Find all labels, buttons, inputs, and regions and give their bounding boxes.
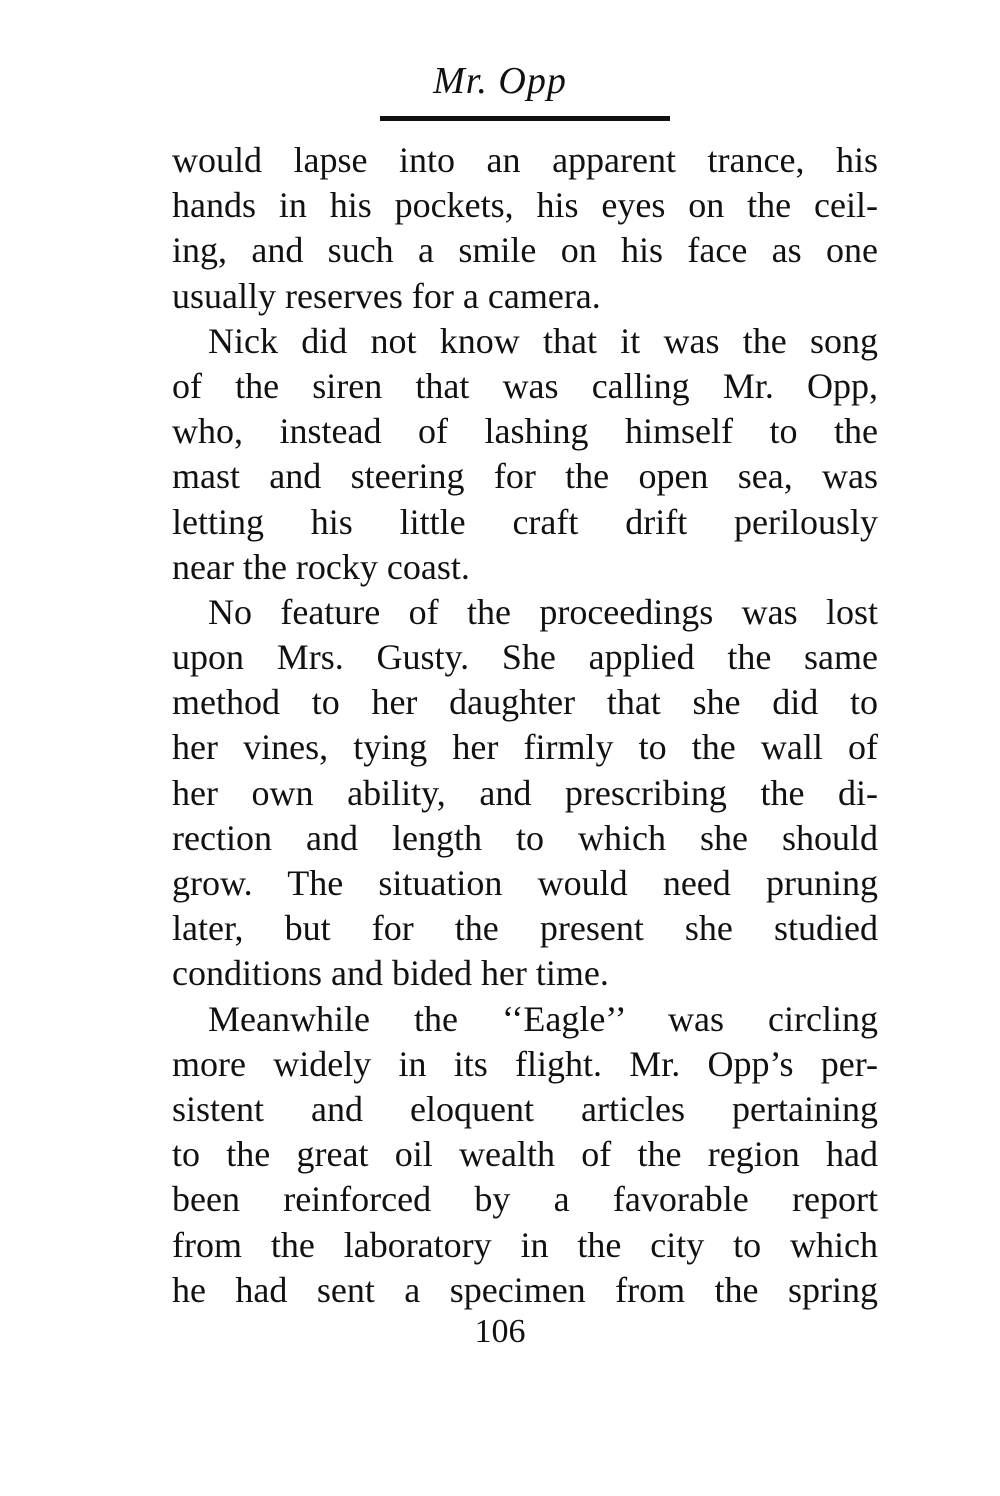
text-line: her own ability, and prescribing the di- xyxy=(172,772,878,813)
text-line: from the laboratory in the city to which xyxy=(172,1224,878,1265)
text-line: of the siren that was calling Mr. Opp, xyxy=(172,365,878,406)
text-line: upon Mrs. Gusty. She applied the same xyxy=(172,637,878,678)
text-line: usually reserves for a camera. xyxy=(172,275,601,316)
text-line: Meanwhile the ‘‘Eagle’’ was circling xyxy=(208,998,878,1039)
text-line: her vines, tying her firmly to the wall of xyxy=(172,727,878,768)
text-line: near the rocky coast. xyxy=(172,546,470,587)
text-line: to the great oil wealth of the region had xyxy=(172,1134,878,1175)
text-line: conditions and bided her time. xyxy=(172,953,609,994)
text-line: who, instead of lashing himself to the xyxy=(172,411,878,452)
paragraph-4 xyxy=(172,997,878,1313)
text-line: Nick did not know that it was the song xyxy=(208,320,878,361)
text-line: mast and steering for the open sea, was xyxy=(172,456,878,497)
paragraph-2 xyxy=(172,319,878,590)
text-line: he had sent a specimen from the spring xyxy=(172,1269,878,1310)
text-line: rection and length to which she should xyxy=(172,817,878,858)
text-line: been reinforced by a favorable report xyxy=(172,1179,878,1220)
text-line: later, but for the present she studied xyxy=(172,908,878,949)
text-line: would lapse into an apparent trance, his xyxy=(172,140,878,180)
text-line: sistent and eloquent articles pertaining xyxy=(172,1088,878,1129)
text-line: No feature of the proceedings was lost xyxy=(208,591,878,632)
text-line: ing, and such a smile on his face as one xyxy=(172,230,878,271)
text-line: method to her daughter that she did to xyxy=(172,682,878,723)
text-line: grow. The situation would need pruning xyxy=(172,863,878,903)
running-head: Mr. Opp xyxy=(433,60,567,102)
page-number: 106 xyxy=(474,1313,526,1350)
text-line: more widely in its flight. Mr. Opp’s per- xyxy=(172,1043,878,1084)
paragraph-3 xyxy=(172,590,878,997)
body-text xyxy=(172,138,878,1313)
text-line: letting his little craft drift perilously xyxy=(172,501,878,542)
text-line: hands in his pockets, his eyes on the ceil- xyxy=(172,185,878,226)
paragraph-1 xyxy=(172,138,878,319)
header-rule xyxy=(380,116,670,121)
